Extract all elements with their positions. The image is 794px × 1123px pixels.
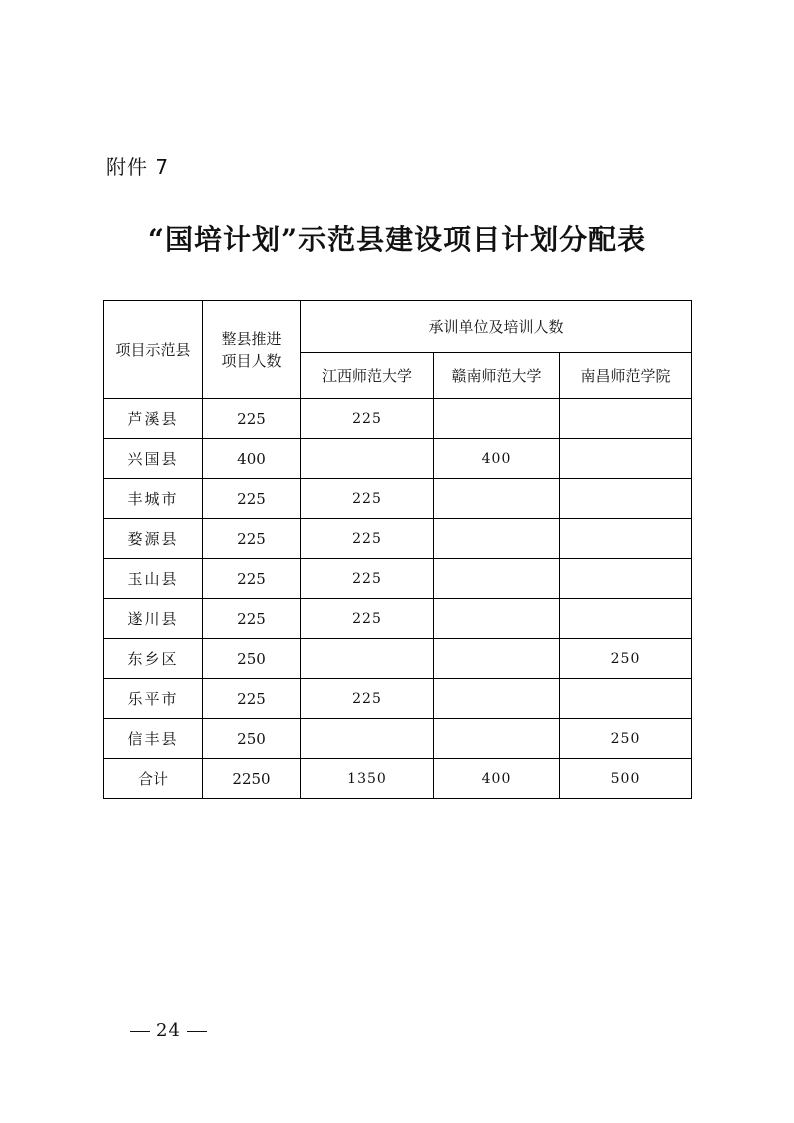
total-cell: 225 (203, 479, 301, 519)
sum-total-cell: 2250 (203, 759, 301, 799)
county-cell: 芦溪县 (104, 399, 203, 439)
unit-1-cell: 225 (301, 559, 434, 599)
unit-2-cell: 400 (434, 439, 560, 479)
table-row (104, 479, 692, 519)
table-row (104, 399, 692, 439)
total-cell: 225 (203, 679, 301, 719)
unit-2-cell (434, 719, 560, 759)
unit-3-cell (560, 599, 692, 639)
unit-1-cell: 225 (301, 599, 434, 639)
total-cell: 400 (203, 439, 301, 479)
table-row (104, 679, 692, 719)
unit-1-cell: 225 (301, 399, 434, 439)
unit-3-cell (560, 559, 692, 599)
county-cell: 乐平市 (104, 679, 203, 719)
unit-2-cell (434, 599, 560, 639)
unit-2-cell (434, 399, 560, 439)
total-cell: 225 (203, 399, 301, 439)
unit-1-cell (301, 719, 434, 759)
attachment-label: 附件 7 (106, 155, 170, 179)
county-cell: 丰城市 (104, 479, 203, 519)
allocation-table (103, 300, 692, 799)
county-cell: 遂川县 (104, 599, 203, 639)
table-sum-row (104, 759, 692, 799)
unit-2-cell (434, 639, 560, 679)
unit-1-cell: 225 (301, 479, 434, 519)
page-dash-right (187, 1031, 207, 1032)
table-row (104, 639, 692, 679)
county-cell: 兴国县 (104, 439, 203, 479)
table-row (104, 559, 692, 599)
table-row (104, 439, 692, 479)
unit-1-cell (301, 639, 434, 679)
county-cell: 玉山县 (104, 559, 203, 599)
header-total-line2: 项目人数 (221, 351, 282, 370)
table-row (104, 599, 692, 639)
document-title: “国培计划”示范县建设项目计划分配表 (147, 223, 647, 256)
header-unit-1: 江西师范大学 (301, 353, 434, 399)
header-total (203, 301, 301, 399)
unit-3-cell (560, 519, 692, 559)
sum-unit-2-cell: 400 (434, 759, 560, 799)
unit-2-cell (434, 519, 560, 559)
unit-3-cell (560, 399, 692, 439)
total-cell: 225 (203, 599, 301, 639)
table-row (104, 719, 692, 759)
sum-unit-1-cell: 1350 (301, 759, 434, 799)
unit-1-cell: 225 (301, 519, 434, 559)
header-units: 承训单位及培训人数 (301, 301, 692, 353)
table-row (104, 519, 692, 559)
total-cell: 250 (203, 639, 301, 679)
unit-3-cell: 250 (560, 639, 692, 679)
county-cell: 东乡区 (104, 639, 203, 679)
page-number-value: 24 (156, 1020, 181, 1041)
sum-label: 合计 (104, 759, 203, 799)
unit-3-cell (560, 439, 692, 479)
total-cell: 225 (203, 559, 301, 599)
table-header-row (104, 301, 692, 353)
header-unit-2: 赣南师范大学 (434, 353, 560, 399)
unit-1-cell: 225 (301, 679, 434, 719)
unit-3-cell (560, 479, 692, 519)
unit-2-cell (434, 559, 560, 599)
county-cell: 婺源县 (104, 519, 203, 559)
header-unit-3: 南昌师范学院 (560, 353, 692, 399)
unit-2-cell (434, 479, 560, 519)
unit-3-cell (560, 679, 692, 719)
unit-1-cell (301, 439, 434, 479)
header-county: 项目示范县 (104, 301, 203, 399)
total-cell: 250 (203, 719, 301, 759)
page-number (124, 1020, 213, 1041)
county-cell: 信丰县 (104, 719, 203, 759)
header-total-line1: 整县推进 (221, 329, 282, 348)
total-cell: 225 (203, 519, 301, 559)
unit-2-cell (434, 679, 560, 719)
page-dash-left (130, 1031, 150, 1032)
sum-unit-3-cell: 500 (560, 759, 692, 799)
unit-3-cell: 250 (560, 719, 692, 759)
